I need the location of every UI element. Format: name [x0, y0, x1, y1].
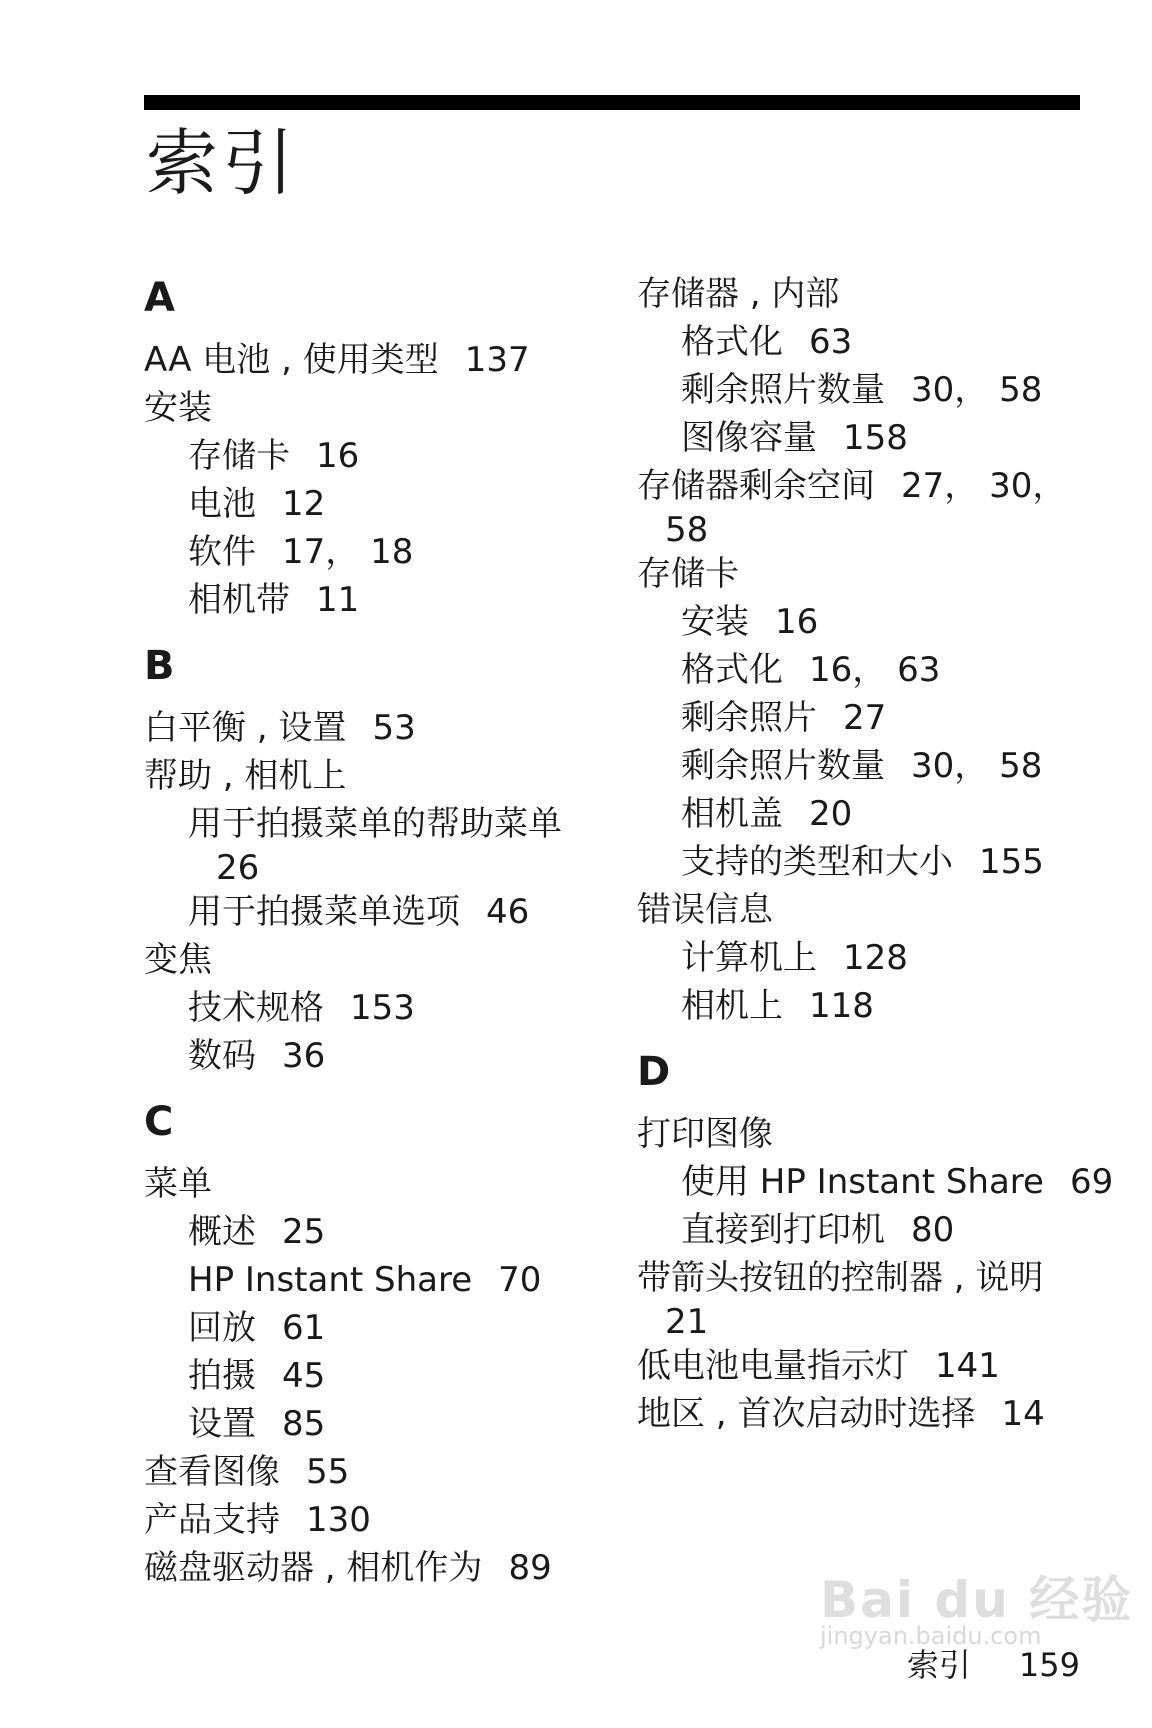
entry-term: AA 电池 , 使用类型	[144, 340, 439, 380]
entry-term: 剩余照片数量	[681, 370, 885, 410]
entry-term: 相机盖	[681, 794, 783, 834]
entry-term: 带箭头按钮的控制器 , 说明	[637, 1258, 1044, 1298]
entry-term: 剩余照片数量	[681, 746, 885, 786]
page-footer	[907, 1645, 1080, 1685]
entry-term: 剩余照片	[681, 698, 817, 738]
entry-pages: 12	[282, 484, 326, 524]
watermark-url: jingyan.baidu.com	[820, 1622, 1042, 1650]
entry-pages: 61	[282, 1308, 326, 1348]
entry-term: 错误信息	[637, 890, 773, 930]
entry-term: 打印图像	[637, 1114, 773, 1154]
entry-term: 格式化	[681, 322, 783, 362]
entry-term: 用于拍摄菜单选项	[188, 892, 460, 932]
entry-term: 存储卡	[188, 436, 290, 476]
entry-pages: 16	[316, 436, 360, 476]
entry-pages: 118	[809, 986, 874, 1026]
entry-pages: 20	[809, 794, 853, 834]
entry-pages: 46	[486, 892, 530, 932]
entry-pages: 85	[282, 1404, 326, 1444]
index-entry	[637, 270, 1097, 318]
entry-pages: 16	[775, 602, 819, 642]
index-subentry	[637, 318, 1097, 366]
entry-pages: 27	[843, 698, 887, 738]
index-subentry	[637, 790, 1097, 838]
index-subentry	[144, 1304, 604, 1352]
index-entry	[144, 936, 604, 984]
entry-pages: 17， 18	[282, 532, 414, 572]
entry-term: 拍摄	[188, 1356, 256, 1396]
entry-term: 白平衡 , 设置	[144, 708, 347, 748]
entry-term: 软件	[188, 532, 256, 572]
entry-term: 查看图像	[144, 1452, 280, 1492]
entry-term: 技术规格	[188, 988, 324, 1028]
index-subentry	[637, 1158, 1114, 1206]
section-letter: D	[637, 1049, 671, 1095]
section-letter: B	[144, 643, 175, 689]
index-subentry	[144, 984, 604, 1032]
entry-pages: 45	[282, 1356, 326, 1396]
entry-term: HP Instant Share	[188, 1260, 473, 1300]
index-entry	[637, 886, 1097, 934]
entry-term: 用于拍摄菜单的帮助菜单	[188, 804, 562, 844]
index-section	[637, 270, 1097, 1030]
index-subentry	[637, 742, 1097, 790]
entry-pages: 69	[1069, 1162, 1114, 1202]
entry-term: 数码	[188, 1036, 256, 1076]
index-entry	[144, 752, 604, 800]
index-entry	[144, 704, 604, 752]
entry-term: 产品支持	[144, 1500, 280, 1540]
entry-term: 格式化	[681, 650, 783, 690]
entry-pages: 80	[911, 1210, 955, 1250]
index-subentry	[637, 1206, 1097, 1254]
index-subentry	[144, 1400, 604, 1448]
entry-pages-continued: 58	[665, 510, 709, 550]
index-entry	[637, 1254, 1097, 1342]
watermark-logo: Bai du 经验	[820, 1571, 1134, 1629]
entry-term: 变焦	[144, 940, 212, 980]
entry-pages: 27， 30，	[901, 466, 1067, 506]
index-entry	[637, 1110, 1097, 1158]
entry-pages: 14	[1001, 1394, 1045, 1434]
entry-term: 设置	[188, 1404, 256, 1444]
index-entry	[144, 1544, 604, 1592]
index-entry	[637, 462, 1097, 550]
entry-term: 图像容量	[681, 418, 817, 458]
index-subentry	[144, 1208, 604, 1256]
index-entry	[144, 384, 604, 432]
entry-pages: 30， 58	[911, 370, 1043, 410]
index-subentry	[144, 1032, 604, 1080]
page-title: 索引	[146, 121, 299, 205]
entry-pages: 30， 58	[911, 746, 1043, 786]
index-entry	[144, 1448, 604, 1496]
index-entry	[637, 1390, 1097, 1438]
entry-term: 支持的类型和大小	[681, 842, 953, 882]
index-subentry	[637, 598, 1097, 646]
index-entry	[144, 336, 604, 384]
index-subentry	[637, 934, 1097, 982]
entry-pages: 55	[306, 1452, 350, 1492]
entry-term: 地区 , 首次启动时选择	[637, 1394, 976, 1434]
entry-term: 回放	[188, 1308, 256, 1348]
entry-term: 概述	[188, 1212, 256, 1252]
entry-term: 相机上	[681, 986, 783, 1026]
entry-pages: 158	[843, 418, 908, 458]
entry-pages: 130	[306, 1500, 371, 1540]
entry-pages: 26	[216, 848, 260, 888]
index-subentry	[637, 694, 1097, 742]
entry-term: 安装	[144, 388, 212, 428]
entry-pages: 11	[316, 580, 360, 620]
index-subentry	[144, 432, 604, 480]
index-section	[144, 1094, 604, 1592]
entry-pages: 89	[508, 1548, 552, 1588]
index-section	[144, 638, 604, 1080]
index-subentry	[144, 528, 604, 576]
index-subentry	[144, 800, 604, 888]
entry-term: 相机带	[188, 580, 290, 620]
index-entry	[144, 1160, 604, 1208]
entry-term: 电池	[188, 484, 256, 524]
entry-pages: 141	[935, 1346, 1000, 1386]
entry-pages: 128	[843, 938, 908, 978]
index-subentry	[144, 888, 604, 936]
entry-term: 帮助 , 相机上	[144, 756, 347, 796]
entry-pages: 16， 63	[809, 650, 941, 690]
index-subentry	[637, 982, 1097, 1030]
index-subentry	[144, 576, 604, 624]
entry-term: 存储器 , 内部	[637, 274, 840, 314]
page-number: 159	[1018, 1646, 1080, 1684]
index-subentry	[637, 414, 1097, 462]
entry-term: 使用 HP Instant Share	[681, 1162, 1044, 1202]
entry-term: 磁盘驱动器 , 相机作为	[144, 1548, 483, 1588]
section-letter: A	[144, 275, 175, 321]
entry-pages: 155	[979, 842, 1044, 882]
entry-term: 直接到打印机	[681, 1210, 885, 1250]
entry-pages: 21	[665, 1302, 709, 1342]
entry-pages: 25	[282, 1212, 326, 1252]
entry-term: 菜单	[144, 1164, 212, 1204]
index-subentry	[637, 838, 1097, 886]
index-entry	[637, 1342, 1097, 1390]
index-subentry	[144, 1352, 604, 1400]
entry-pages: 153	[350, 988, 415, 1028]
entry-pages: 137	[464, 340, 530, 380]
index-subentry	[144, 480, 604, 528]
index-subentry	[144, 1256, 604, 1304]
entry-term: 安装	[681, 602, 749, 642]
entry-pages: 36	[282, 1036, 326, 1076]
entry-term: 存储器剩余空间	[637, 466, 875, 506]
entry-pages: 70	[498, 1260, 542, 1300]
entry-term: 存储卡	[637, 554, 739, 594]
header-rule	[144, 95, 1080, 110]
index-entry	[637, 550, 1097, 598]
index-column-left	[144, 270, 604, 1606]
entry-pages: 53	[372, 708, 416, 748]
index-section	[144, 270, 604, 624]
entry-term: 低电池电量指示灯	[637, 1346, 909, 1386]
index-section	[637, 1044, 1114, 1438]
section-letter: C	[144, 1099, 174, 1145]
index-entry	[144, 1496, 604, 1544]
entry-term: 计算机上	[681, 938, 817, 978]
index-subentry	[637, 366, 1097, 414]
footer-label: 索引	[906, 1646, 971, 1684]
index-subentry	[637, 646, 1097, 694]
entry-pages: 63	[809, 322, 853, 362]
index-column-right	[637, 270, 1114, 1452]
